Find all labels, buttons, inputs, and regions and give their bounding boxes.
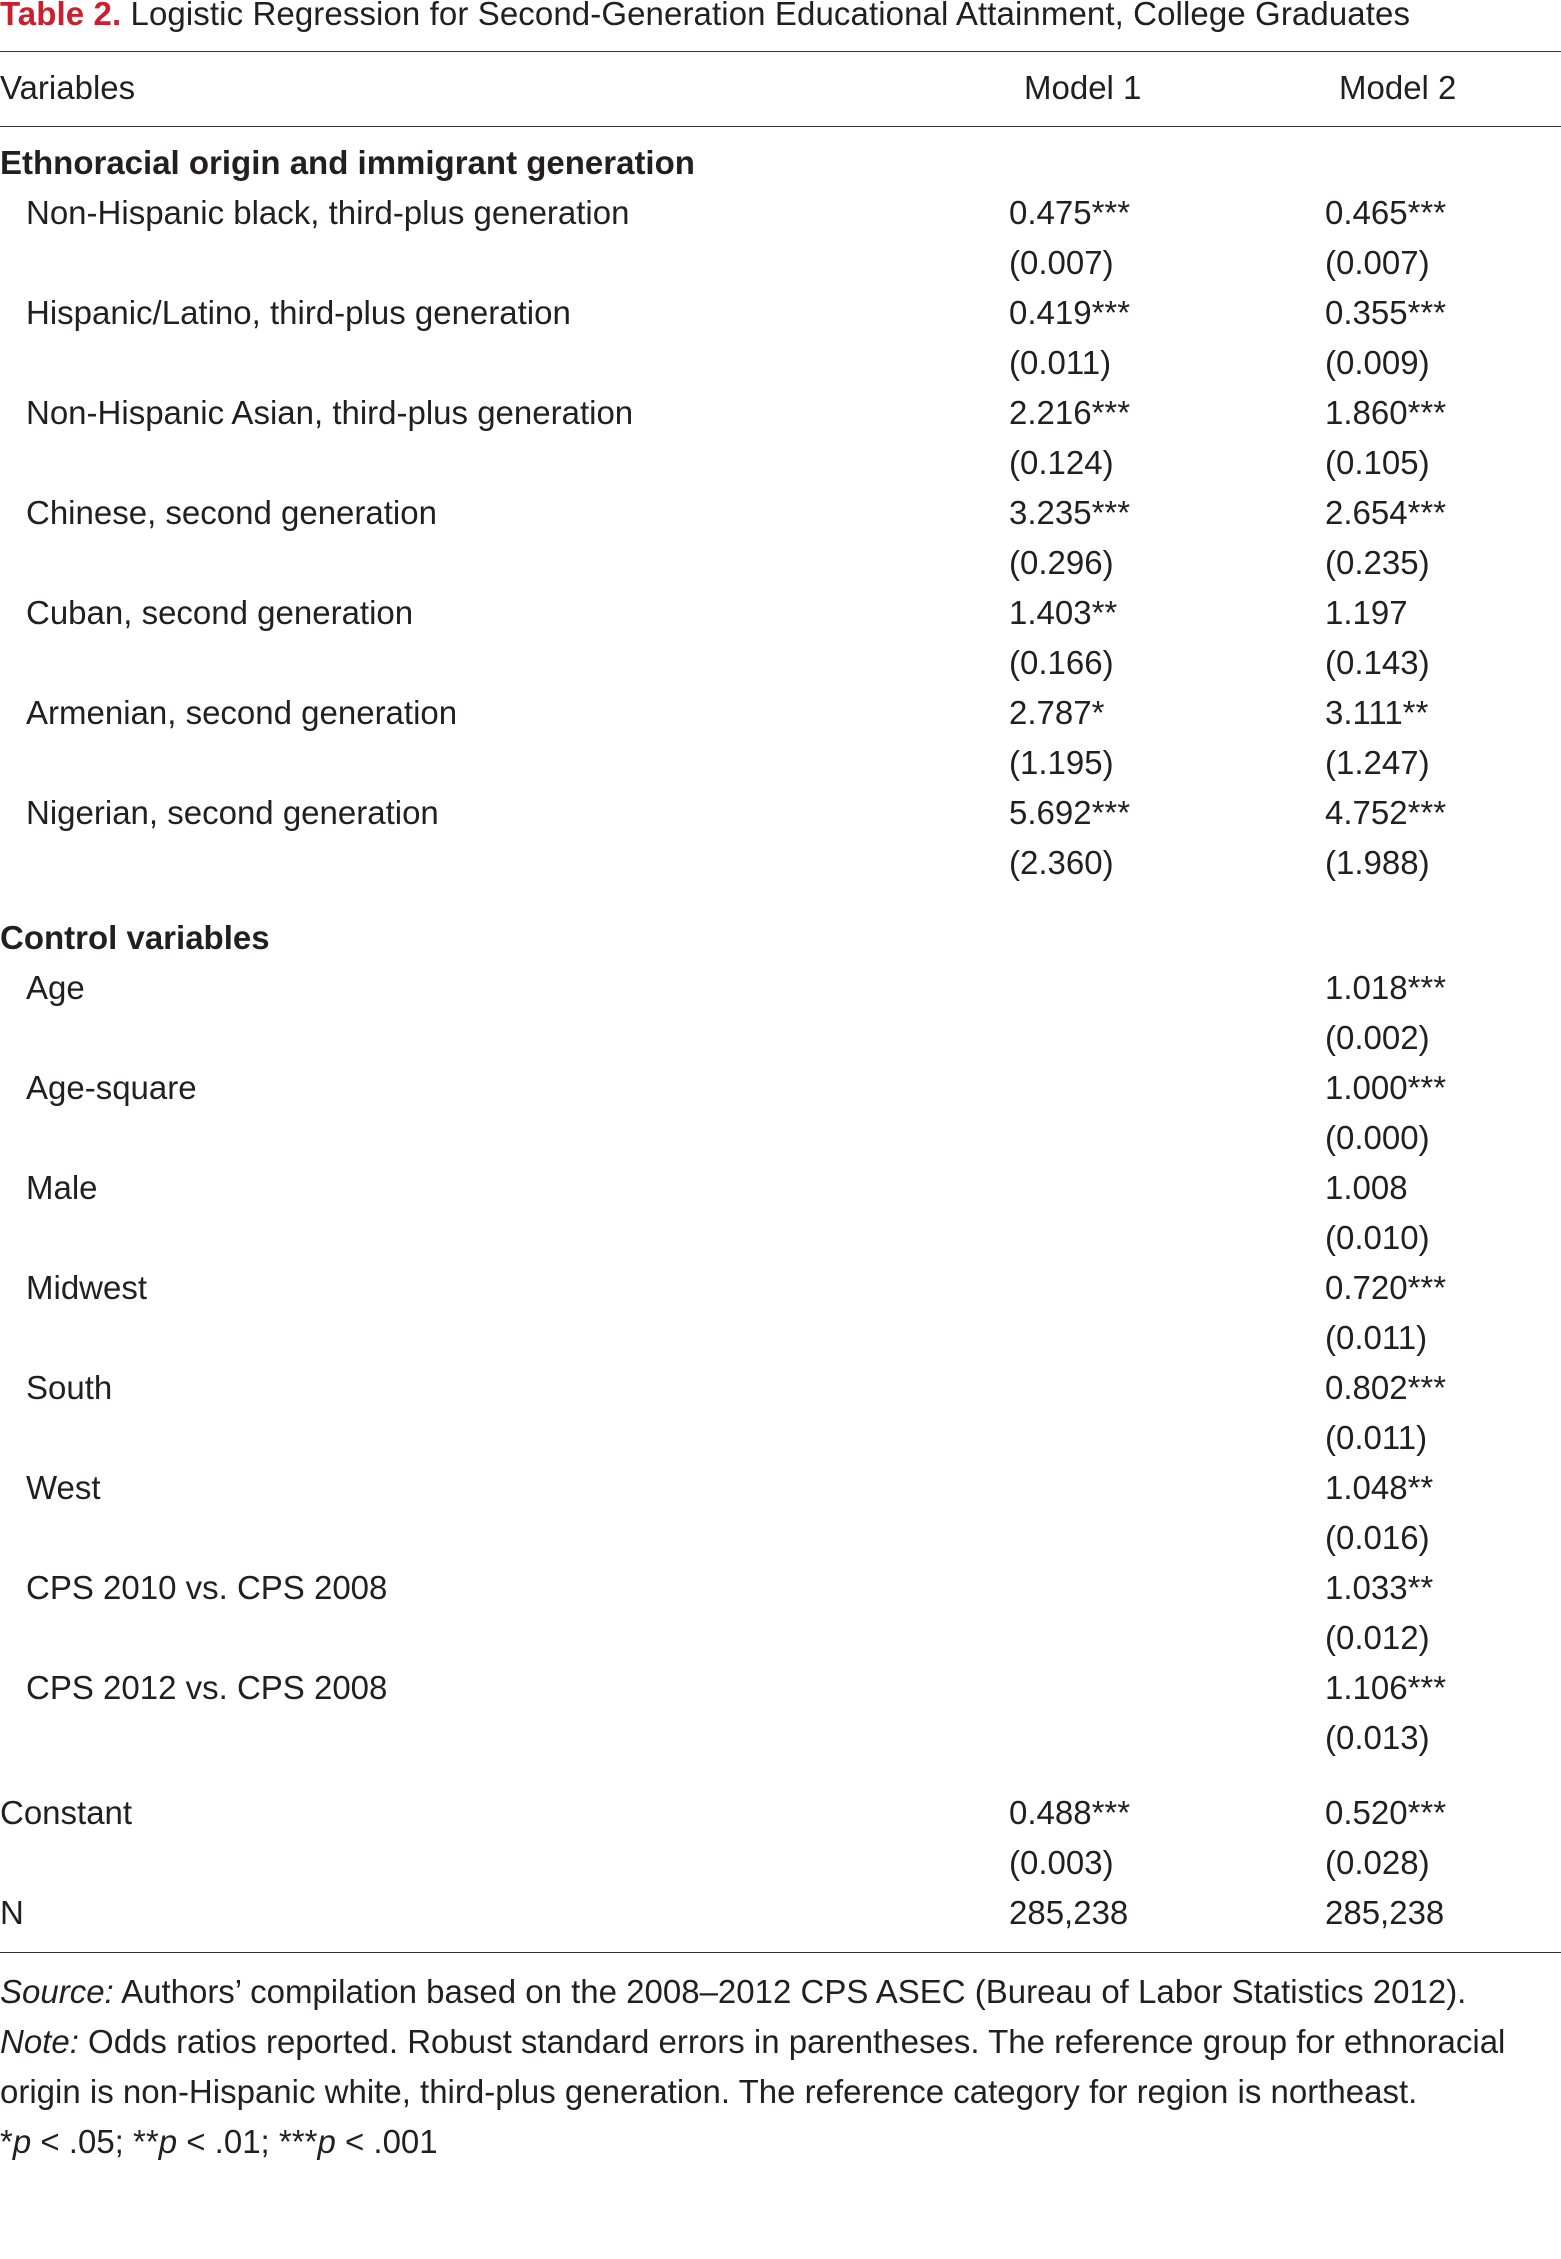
model2-se: (0.011) <box>1325 1419 1428 1456</box>
model2-coef: 1.048** <box>1325 1469 1434 1506</box>
model2-se: (0.143) <box>1325 644 1430 681</box>
row-label: Chinese, second generation <box>26 494 437 531</box>
row-label: Age-square <box>26 1069 197 1106</box>
general-note <box>0 2017 1561 2117</box>
row-label: Cuban, second generation <box>26 594 414 631</box>
model2-se: (0.002) <box>1325 1019 1430 1056</box>
row-label: Nigerian, second generation <box>26 794 439 831</box>
top-rule <box>0 51 1561 52</box>
n-model1: 285,238 <box>1009 1894 1129 1931</box>
model2-se: (0.012) <box>1325 1619 1430 1656</box>
model2-se: (1.988) <box>1325 844 1430 881</box>
model2-coef: 1.008 <box>1325 1169 1408 1206</box>
note-text: Odds ratios reported. Robust standard errors in parentheses. The reference group for ethnoracial origin is non-Hispanic white, third-plus generation. The reference category for region is northeast. <box>0 2023 1506 2110</box>
model2-coef: 0.802*** <box>1325 1369 1447 1406</box>
sig-p: p <box>317 2123 336 2160</box>
note-label: Note: <box>0 2023 79 2060</box>
model2-se: (0.235) <box>1325 544 1430 581</box>
table-caption <box>0 0 1410 34</box>
row-label: CPS 2012 vs. CPS 2008 <box>26 1669 388 1706</box>
sig-text: < .001 <box>335 2123 438 2160</box>
constant-label: Constant <box>0 1794 133 1831</box>
sig-text: < .01; *** <box>177 2123 318 2160</box>
model2-se: (0.000) <box>1325 1119 1430 1156</box>
row-label: Non-Hispanic black, third-plus generation <box>26 194 630 231</box>
source-label: Source: <box>0 1973 114 2010</box>
model2-coef: 1.197 <box>1325 594 1408 631</box>
header-model-2: Model 2 <box>1339 69 1457 106</box>
header-rule <box>0 126 1561 127</box>
model2-se: (0.105) <box>1325 444 1430 481</box>
model1-se: (0.007) <box>1009 244 1114 281</box>
table-title: Logistic Regression for Second-Generation Educational Attainment, College Graduates <box>121 0 1411 32</box>
model2-se: (0.011) <box>1325 1319 1428 1356</box>
model2-coef: 1.018*** <box>1325 969 1447 1006</box>
model2-se: (0.010) <box>1325 1219 1430 1256</box>
significance-note <box>0 2117 1561 2167</box>
table-label: Table 2. <box>0 0 122 32</box>
sig-p: p <box>12 2123 32 2160</box>
model1-coef: 2.787* <box>1009 694 1105 731</box>
constant-model2-coef: 0.520*** <box>1325 1794 1447 1831</box>
row-label: Armenian, second generation <box>26 694 458 731</box>
model1-coef: 2.216*** <box>1009 394 1131 431</box>
model1-coef: 1.403** <box>1009 594 1118 631</box>
model1-coef: 5.692*** <box>1009 794 1131 831</box>
row-label: South <box>26 1369 113 1406</box>
row-label: Male <box>26 1169 98 1206</box>
row-label: Age <box>26 969 85 1006</box>
model1-se: (2.360) <box>1009 844 1114 881</box>
model1-se: (1.195) <box>1009 744 1114 781</box>
row-label: Midwest <box>26 1269 148 1306</box>
header-model-1: Model 1 <box>1024 69 1142 106</box>
sig-star: * <box>0 2123 13 2160</box>
model1-se: (0.124) <box>1009 444 1114 481</box>
table-notes <box>0 1967 1561 2167</box>
model2-coef: 1.000*** <box>1325 1069 1447 1106</box>
model2-coef: 1.860*** <box>1325 394 1447 431</box>
row-label: West <box>26 1469 101 1506</box>
model2-se: (1.247) <box>1325 744 1430 781</box>
sig-p: p <box>158 2123 178 2160</box>
constant-model2-se: (0.028) <box>1325 1844 1430 1881</box>
model2-coef: 3.111** <box>1325 694 1429 731</box>
bottom-rule <box>0 1952 1561 1953</box>
model2-coef: 4.752*** <box>1325 794 1447 831</box>
source-text: Authors’ compilation based on the 2008–2012 CPS ASEC (Bureau of Labor Statistics 2012). <box>113 1973 1467 2010</box>
header-variables: Variables <box>0 69 136 106</box>
section-title: Ethnoracial origin and immigrant generation <box>0 144 695 181</box>
model2-coef: 1.106*** <box>1325 1669 1447 1706</box>
section-title: Control variables <box>0 919 270 956</box>
constant-model1-coef: 0.488*** <box>1009 1794 1131 1831</box>
n-model2: 285,238 <box>1325 1894 1445 1931</box>
row-label: Hispanic/Latino, third-plus generation <box>26 294 571 331</box>
model2-se: (0.007) <box>1325 244 1430 281</box>
model2-se: (0.009) <box>1325 344 1430 381</box>
model1-se: (0.296) <box>1009 544 1114 581</box>
constant-model1-se: (0.003) <box>1009 1844 1114 1881</box>
model1-se: (0.166) <box>1009 644 1114 681</box>
n-label: N <box>0 1894 24 1931</box>
model1-coef: 0.419*** <box>1009 294 1131 331</box>
model2-coef: 1.033** <box>1325 1569 1434 1606</box>
source-note <box>0 1967 1561 2017</box>
sig-text: < .05; ** <box>31 2123 159 2160</box>
model1-coef: 0.475*** <box>1009 194 1131 231</box>
model2-coef: 0.355*** <box>1325 294 1447 331</box>
model2-coef: 2.654*** <box>1325 494 1447 531</box>
model1-se: (0.011) <box>1009 344 1112 381</box>
model2-se: (0.013) <box>1325 1719 1430 1756</box>
model2-se: (0.016) <box>1325 1519 1430 1556</box>
model2-coef: 0.465*** <box>1325 194 1447 231</box>
row-label: CPS 2010 vs. CPS 2008 <box>26 1569 388 1606</box>
model1-coef: 3.235*** <box>1009 494 1131 531</box>
model2-coef: 0.720*** <box>1325 1269 1447 1306</box>
row-label: Non-Hispanic Asian, third-plus generation <box>26 394 634 431</box>
